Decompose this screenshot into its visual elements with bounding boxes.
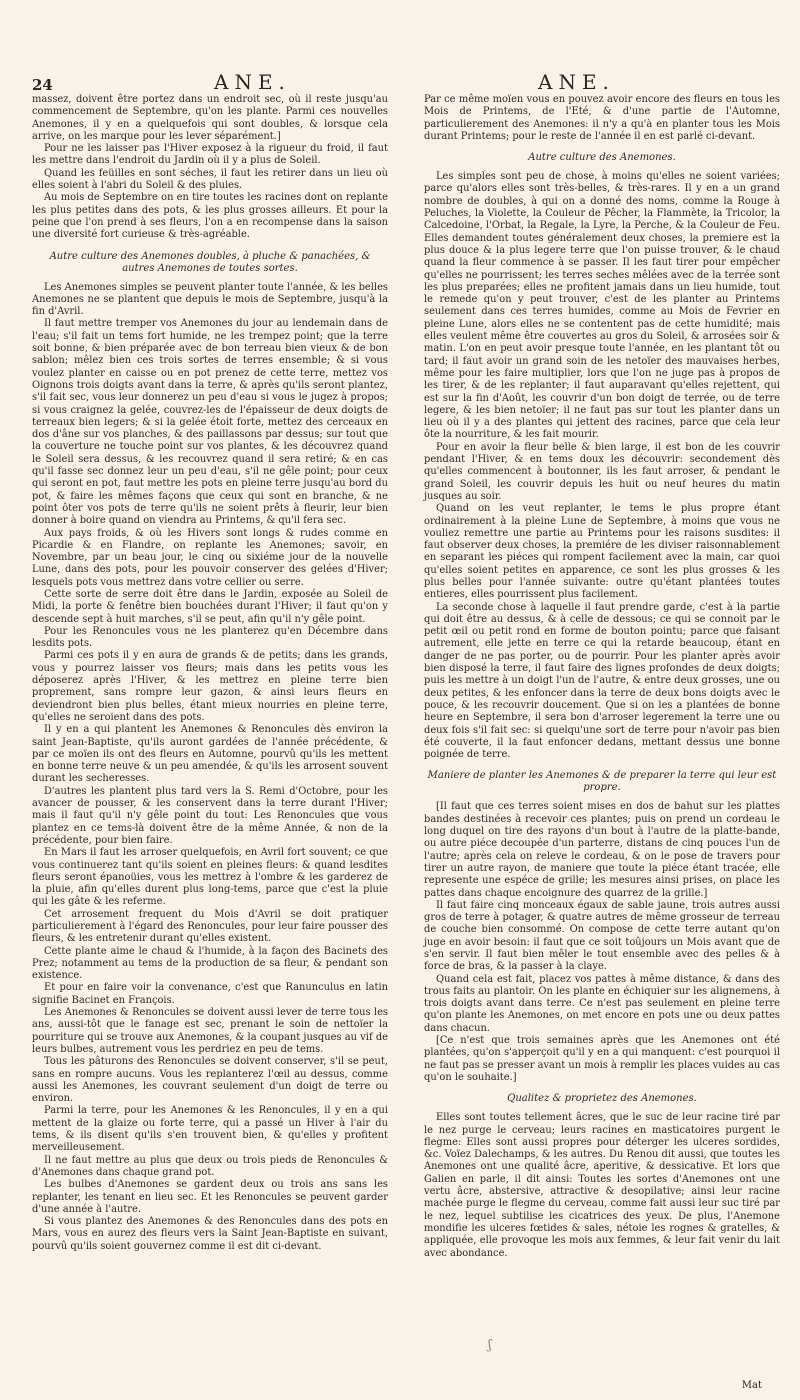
page-number: 24 [32, 76, 53, 94]
paragraph: Il y en a qui plantent les Anemones & Renoncules dès environ la saint Jean-Baptiste, qu'ils auront gardées de l'année précédente, & par ce moïen ils ont des fleurs en Automne, pourvû qu'ils les mettent en bonne terre neuve & un peu amendée, & qu'ils les arrosent souvent durant les secheresses. [32, 724, 388, 785]
paragraph: Quand on les veut replanter, le tems le plus propre étant ordinairement à la pleine Lune de Septembre, à moins que vous ne vouliez remettre une partie au Printems pour les raisons susdites: il faut observer deux choses, la premiére de les diviser raisonnablement en separant les piéces qui rompent facilement avec la main, car quoi qu'elles soient petites en apparence, ce sont les plus grosses & les plus belles pour l'année suivante: outre qu'étant plantées toutes entieres, elles pourrissent plus facilement. [424, 503, 780, 601]
section-heading: Autre culture des Anemones doubles, à pluche & panachées, & autres Anemones de toutes sortes. [49, 250, 371, 274]
paragraph: Pour en avoir la fleur belle & bien large, il est bon de les couvrir pendant l'Hiver, & en tems doux les découvrir: secondement dès qu'elles commencent à boutonner, ils les faut arroser, & pendant le grand Soleil, les couvrir depuis les huit ou neuf heures du matin jusques au soir. [424, 441, 780, 502]
paragraph: La seconde chose à laquelle il faut prendre garde, c'est à la partie qui doit être au dessus, & à celle de dessous; ce qui se connoit par le petit œil ou petit rond en forme de bouton pointu; parce que faisant autrement, elle jette en terre ce qui la retarde beaucoup, étant en danger de ne pas porter, ou de pourrir. Pour les planter après avoir bien disposé la terre, il faut faire des lignes profondes de deux doigts; puis les mettre à un doigt l'un de l'autre, & entre deux grosses, une ou deux petites, & les enfoncer dans la terre de deux bons doigts avec le pouce, & les recouvrir doucement. Que si on les a plantées de bonne heure en Septembre, il sera bon d'arroser legerement la terre une ou deux fois s'il fait sec: si quelqu'une sort de terre pour n'avoir pas bien été couverte, il la faut enfoncer dedans, mettant dessus une bonne poignée de terre. [424, 601, 780, 761]
paragraph: Tous les pâturons des Renoncules se doivent conserver, s'il se peut, sans en rompre aucuns. Vous les replanterez l'œil au dessus, comme aussi les Anemones, les couvrant seulement d'un doigt de terre ou environ. [32, 1056, 388, 1105]
paragraph: Cette plante aime le chaud & l'humide, à la façon des Bacinets des Prez; notamment au tems de la production de sa fleur, & pendant son existence. [32, 945, 388, 982]
paragraph: Quand les feüilles en sont séches, il faut les retirer dans un lieu où elles soient à l'abri du Soleil & des pluies. [32, 167, 388, 192]
paragraph: Au mois de Septembre on en tire toutes les racines dont on replante les plus petites dans des pots, & les plus grosses ailleurs. Et pour la peine que l'on prend à ses fleurs, l'on a en recompense dans la saison une diversité fort curieuse & très-agréable. [32, 192, 388, 241]
paragraph: Si vous plantez des Anemones & des Renoncules dans des pots en Mars, vous en aurez des fleurs vers la Saint Jean-Baptiste en suivant, pourvû qu'ils soient gouvernez comme il est dit ci-devant. [32, 1216, 388, 1252]
paragraph: Parmi la terre, pour les Anemones & les Renoncules, il y en a qui mettent de la glaize ou forte terre, qui a passé un Hiver à l'air du tems, & ils disent qu'ils s'en trouvent bien, & qu'elles y profitent merveilleusement. [32, 1105, 388, 1154]
catchword: Mat [741, 1380, 762, 1391]
running-head-left: ANE. [214, 70, 291, 94]
paragraph: Et pour en faire voir la convenance, c'est que Ranunculus en latin signifie Bacinet en François. [32, 982, 388, 1006]
paragraph: massez, doivent être portez dans un endroit sec, où il reste jusqu'au commencement de Septembre, qu'on les plante. Parmi ces nouvelles Anemones, il y en a quelquefois qui sont doubles, & lorsque cela arrive, on les marque pour les lever séparément.] [32, 94, 388, 142]
paragraph: Il faut faire cinq monceaux égaux de sable jaune, trois autres aussi gros de terre à potager, & quatre autres de même grosseur de terreau de couche bien consommé. On compose de cette terre autant qu'on juge en avoir besoin: il faut que ce soit toûjours un Mois avant que de s'en servir. Il faut bien mêler le tout ensemble avec des pelles & à force de bras, & la passer à la claye. [424, 899, 780, 973]
paragraph: D'autres les plantent plus tard vers la S. Remi d'Octobre, pour les avancer de pousser, & les conservent dans la terre durant l'Hiver; mais il faut qu'il n'y gêle point du tout: Les Renoncules que vous plantez en ce tems-là doivent être de la même Année, & non de la précédente, pour bien faire. [32, 785, 388, 846]
section-heading: Maniere de planter les Anemones & de preparer la terre qui leur est propre. [427, 770, 777, 794]
paragraph: Pour les Renoncules vous ne les planterez qu'en Décembre dans lesdits pots. [32, 625, 388, 650]
paragraph: Cet arrosement frequent du Mois d'Avril se doit pratiquer particulierement à l'égard des Renoncules, pour leur faire pousser des fleurs, & les entretenir durant qu'elles existent. [32, 908, 388, 945]
margin-mark: ʃ [488, 1338, 492, 1353]
paragraph: Pour ne les laisser pas l'Hiver exposez à la rigueur du froid, il faut les mettre dans l'endroit du Jardin où il y a plus de Soleil. [32, 143, 388, 167]
left-column [32, 94, 388, 1253]
paragraph: Aux pays froids, & où les Hivers sont longs & rudes comme en Picardie & en Flandre, on replante les Anemones; savoir, en Novembre, par un beau jour, le cinq ou sixiéme jour de la nouvelle Lune, dans des pots, pour les pouvoir conserver des gelées d'Hiver; lesquels pots vous mettrez dans votre cellier ou serre. [32, 527, 388, 588]
paragraph: Les bulbes d'Anemones se gardent deux ou trois ans sans les replanter, les tenant en lieu sec. Et les Renoncules se peuvent garder d'une année à l'autre. [32, 1179, 388, 1215]
paragraph: [Il faut que ces terres soient mises en dos de bahut sur les plattes bandes destinées à recevoir ces plantes; puis on prend un cordeau le long duquel on tire des rayons d'un bout à l'autre de la platte-bande, ou autre piéce decoupée d'un parterre, distans de cinq pouces l'un de l'autre; après cela on releve le cordeau, & on le pose de travers pour tirer un autre rayon, de maniere que toute la piéce étant tracée, elle represente une espéce de grille; les mesures ainsi prises, on place les pattes dans chaque encoignure des quarrez de la grille.] [424, 801, 780, 899]
paragraph: Par ce même moïen vous en pouvez avoir encore des fleurs en tous les Mois de Printems, de l'Eté, & d'une partie de l'Automne, particulierement des Anemones: il n'y a qu'à en planter tous les Mois durant Printems; pour le reste de l'année il en est parlé ci-devant. [424, 94, 780, 142]
paragraph: Les simples sont peu de chose, à moins qu'elles ne soient variées; parce qu'alors elles sont très-belles, & très-rares. Il y en a un grand nombre de doubles, à qui on a donné des noms, comme la Rouge à Peluches, la Violette, la Couleur de Pêcher, la Flammète, la Tricolor, la Calcedoine, l'Orbat, la Regale, la Lyre, la Perche, & la Couleur de Feu. Elles demandent toutes généralement deux choses, la premiere est la plus douce & la plus legere terre que l'on puisse trouver, & le chaud quand la fleur commence à se passer. Il les faut tirer pour empêcher qu'elles ne pourrissent; les terres seches mêlées avec de la terrée sont les plus preparées; elles ne profitent jamais dans un lieu humide, tout le remede qu'on y peut trouver, c'est de les planter au Printems seulement dans ces terres humides, comme au Mois de Fevrier en pleine Lune, alors elles ne se contentent pas de cette humidité; mais elles veulent même être couvertes au gros du Soleil, & arrosées soir & matin. L'on en peut avoir presque toute l'année, en les plantant tôt ou tard; il faut avoir un grand soin de les netoïer des mauvaises herbes, même pour les faire multiplier, lors que l'on ne juge pas à propos de les tirer, & de les replanter; il faut auparavant qu'elles rejettent, qui est sur la fin d'Août, les couvrir d'un bon doigt de terrée, ou de terre legere, & les bien netoïer; il ne faut pas sur tout les planter dans un lieu où il y a des plantes qui jettent des racines, parce que cela leur ôte la nourriture, & les fait mourir. [424, 171, 780, 441]
paragraph: Les Anemones simples se peuvent planter toute l'année, & les belles Anemones ne se plantent que depuis le mois de Septembre, jusqu'à la fin d'Avril. [32, 281, 388, 318]
paragraph: [Ce n'est que trois semaines après que les Anemones ont été plantées, qu'on s'apperçoit qu'il y en a qui manquent: c'est pourquoi il ne faut pas se presser avant un mois à remplir les places vuides au cas qu'on le souhaite.] [424, 1035, 780, 1083]
paragraph: Parmi ces pots il y en aura de grands & de petits; dans les grands, vous y pourrez laisser vos fleurs; mais dans les petits vous les déposerez après l'Hiver, & les mettrez en pleine terre bien proprement, sans rompre leur gazon, & ainsi leurs fleurs en deviendront bien plus belles, étant mieux nourries en pleine terre, qu'elles ne seroient dans des pots. [32, 650, 388, 723]
paragraph: Elles sont toutes tellement âcres, que le suc de leur racine tiré par le nez purge le cerveau; leurs racines en masticatoires purgent le flegme: Elles sont aussi propres pour déterger les ulceres sordides, &c. Voïez Dalechamps, & les autres. Du Renou dit aussi, que toutes les Anemones ont une qualité âcre, aperitive, & dessicative. Et lors que Galien en parle, il dit ainsi: Toutes les sortes d'Anemones ont une vertu âcre, abstersive, attractive & desopilative; ainsi leur racine machée purge le flegme du cerveau, comme fait aussi leur suc tiré par le nez, lequel subtilise les cicatrices des yeux. De plus, l'Anemone mondifie les ulceres fœtides & sales, nétoie les rognes & gratelles, & appliquée, elle provoque les mois aux femmes, & leur fait venir du lait avec abondance. [424, 1112, 780, 1259]
section-heading: Autre culture des Anemones. [528, 152, 676, 164]
paragraph: Il ne faut mettre au plus que deux ou trois pieds de Renoncules & d'Anemones dans chaque grand pot. [32, 1154, 388, 1178]
right-column [424, 94, 780, 1260]
running-head-right: ANE. [538, 70, 615, 94]
section-heading: Qualitez & proprietez des Anemones. [507, 1093, 697, 1105]
paragraph: Quand cela est fait, placez vos pattes à même distance, & dans des trous faits au plantoir. On les plante en échiquier sur les alignemens, à trois doigts avant dans terre. Ce n'est pas seulement en pleine terre qu'on plante les Anemones, on met encore en pots une ou deux pattes dans chacun. [424, 973, 780, 1034]
paragraph: Il faut mettre tremper vos Anemones du jour au lendemain dans de l'eau; s'il fait un tems fort humide, ne les trempez point; que la terre soit bonne, & bien préparée avec de bon terreau bien vieux & de bon sablon; mêlez bien ces trois sortes de terres ensemble; & si vous voulez planter en caisse ou en pot prenez de cette terre, mettez vos Oignons trois doigts avant dans la terre, & après qu'ils seront plantez, s'il fait sec, vous leur donnerez un peu d'eau si vous le jugez à propos; si vous craignez la gelée, couvrez-les de l'épaisseur de deux doigts de terreaux bien legers; & si la gelée étoit forte, mettez des cerceaux en dos d'âne sur vos planches, & des paillassons par dessus; sur tout que la couverture ne touche point sur vos plantes, & les découvrez quand le Soleil sera dessus, & les recouvrez quand il sera retiré; & en cas qu'il fasse sec donnez leur un peu d'eau, s'il ne gêle point; pour ceux qui seront en pot, faut mettre les pots en pleine terre jusqu'au bord du pot, & faire les mêmes façons que ceux qui sont en branche, & ne point ôter vos pots de terre qu'ils ne soient prêts à fleurir, leur bien donner à boire quand on viendra au Printems, & qu'il fera sec. [32, 318, 388, 527]
paragraph: Les Anemones & Renoncules se doivent aussi lever de terre tous les ans, aussi-tôt que le fanage est sec, prenant le soin de nettoïer la pourriture qui se trouve aux Anemones, & la coupant jusques au vif de leurs bulbes, autrement vous les perdriez en peu de tems. [32, 1007, 388, 1055]
paragraph: Cette sorte de serre doit être dans le Jardin, exposée au Soleil de Midi, la porte & fenêtre bien bouchées durant l'Hiver; il faut qu'on y descende sept à huit marches, s'il se peut, afin qu'il n'y gêle point. [32, 588, 388, 625]
paragraph: En Mars il faut les arroser quelquefois, en Avril fort souvent; ce que vous continuerez tant qu'ils soient en pleines fleurs: & quand lesdites fleurs seront épanoüies, vous les mettrez à l'ombre & les garderez de la pluie, afin qu'elles durent plus long-tems, parce que c'est la pluie qui les gâte & les referme. [32, 847, 388, 908]
